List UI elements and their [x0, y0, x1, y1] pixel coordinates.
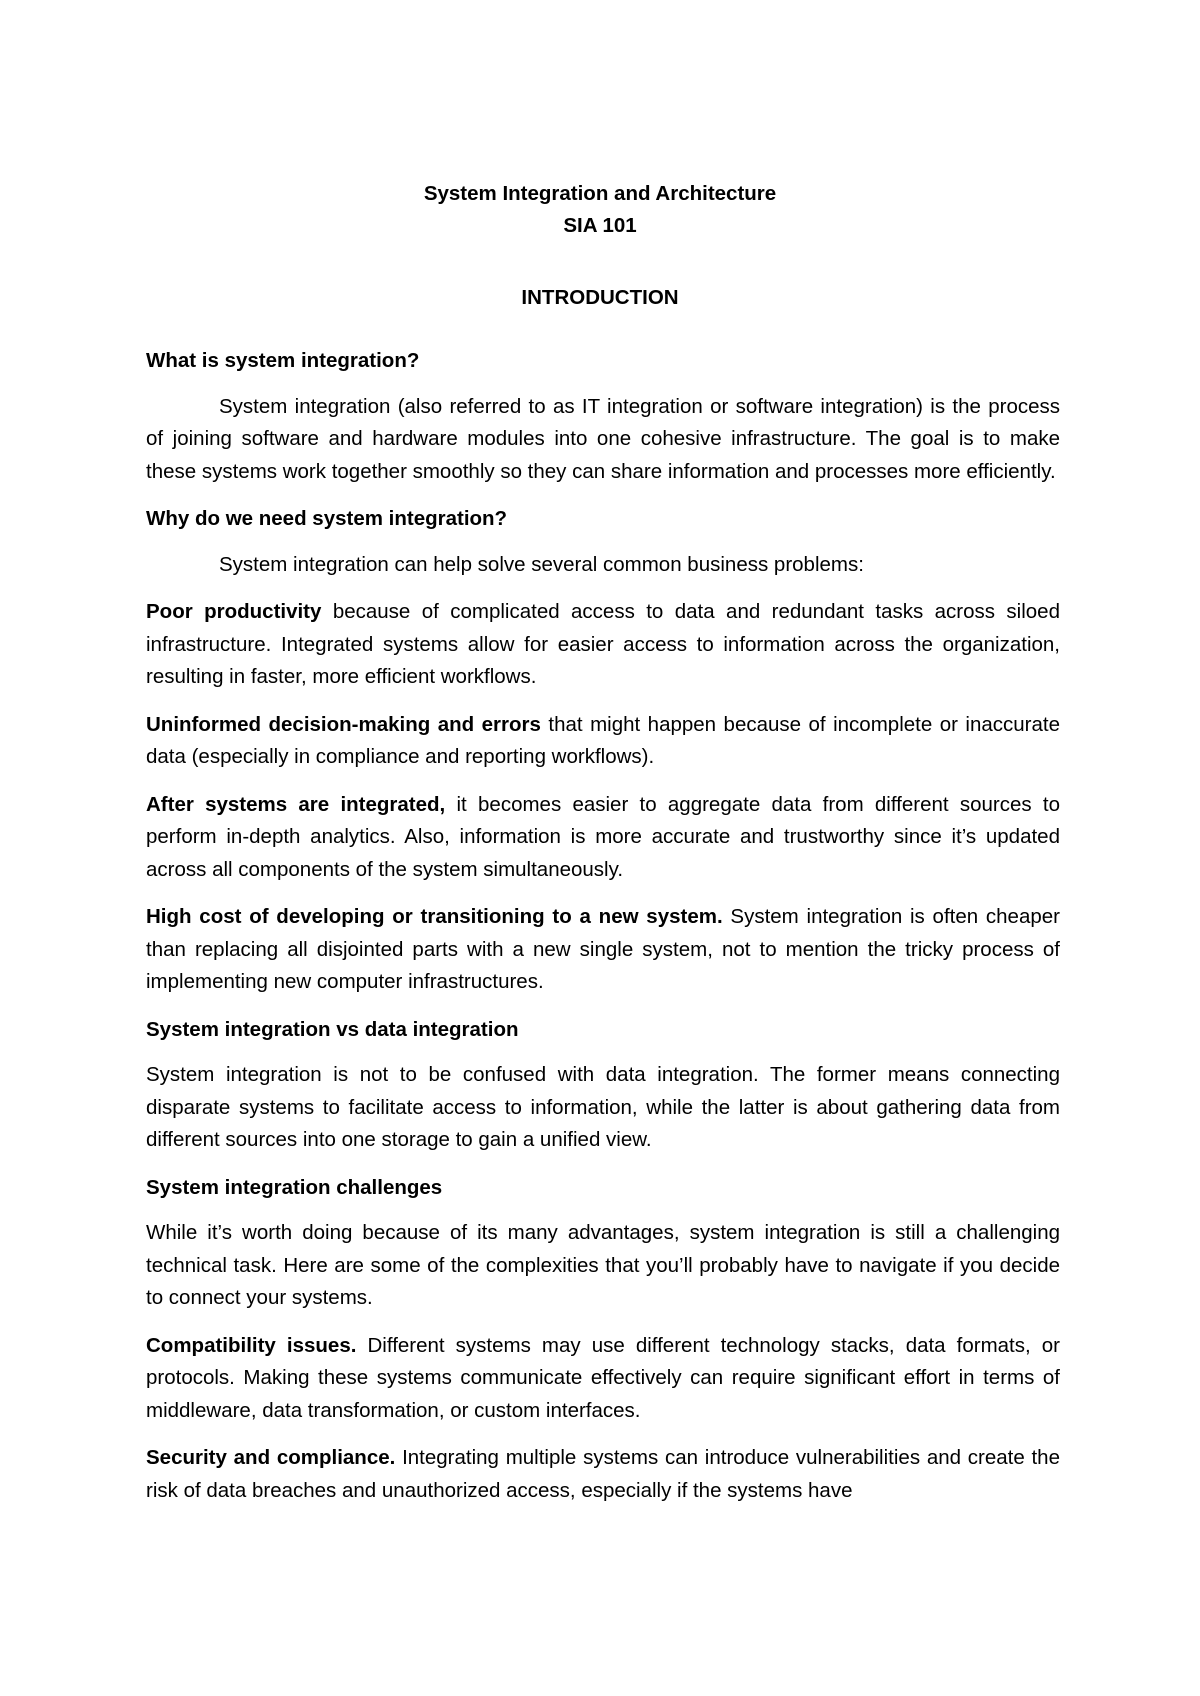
body-text: Different systems may use different technology stacks, data formats, or protocols. Making these systems communicate effectively can require significant effort in terms of middleware, data transformation, or custom interfaces.: [146, 1333, 1060, 1422]
document-title: System Integration and Architecture: [423, 182, 777, 205]
paragraph-system-vs-data-integration: System integration is not to be confused with data integration. The former means connecting disparate systems to facilitate access to information, while the latter is about gathering data from different sources into one storage to gain a unified view.: [146, 1063, 1060, 1151]
course-code: SIA 101: [563, 214, 637, 237]
paragraph-after-systems-integrated: [146, 789, 1060, 887]
lead-text: Poor productivity: [146, 600, 322, 623]
heading-system-vs-data-integration: System integration vs data integration: [146, 1017, 519, 1041]
section-heading-introduction: INTRODUCTION: [521, 286, 679, 309]
body-text: because of complicated access to data and redundant tasks across siloed infrastructure. Integrated systems allow for easier access to information across the organization, resulting in faster, more efficient workflows.: [146, 600, 1060, 688]
paragraph-security-and-compliance: [146, 1442, 1060, 1507]
lead-text: High cost of developing or transitioning to a new system.: [146, 905, 723, 928]
paragraph-what-is-system-integration: System integration (also referred to as IT integration or software integration) is the process of joining software and hardware modules into one cohesive infrastructure. The goal is to make these systems work together smoothly so they can share information and processes more efficiently.: [146, 394, 1060, 483]
lead-text: Compatibility issues.: [146, 1333, 357, 1357]
heading-what-is-system-integration: What is system integration?: [146, 349, 420, 372]
body-text: it becomes easier to aggregate data from different sources to perform in-depth analytics. Also, information is more accurate and trustworthy since it’s updated across all components of the system simultaneously.: [146, 792, 1060, 881]
paragraph-why-intro: System integration can help solve several common business problems:: [219, 552, 864, 576]
paragraph-challenges-intro: While it’s worth doing because of its many advantages, system integration is still a challenging technical task. Here are some of the complexities that you’ll probably have to navigate if you decide to connect your systems.: [146, 1221, 1060, 1309]
body-text: that might happen because of incomplete or inaccurate data (especially in compliance and reporting workflows).: [146, 712, 1061, 768]
lead-text: Security and compliance.: [146, 1446, 396, 1469]
paragraph-compatibility-issues: [146, 1330, 1060, 1428]
document-body: [146, 345, 1060, 1522]
paragraph-high-cost: [146, 901, 1060, 999]
body-text: System integration is often cheaper than replacing all disjointed parts with a new single system, not to mention the tricky process of implementing new computer infrastructures.: [146, 905, 1060, 993]
lead-text: Uninformed decision-making and errors: [146, 712, 541, 736]
lead-text: After systems are integrated,: [146, 792, 446, 816]
heading-system-integration-challenges: System integration challenges: [146, 1175, 443, 1199]
title-block: [0, 178, 1200, 242]
paragraph-poor-productivity: [146, 596, 1060, 694]
paragraph-uninformed-decision-making: [146, 709, 1060, 774]
body-text: Integrating multiple systems can introduce vulnerabilities and create the risk of data breaches and unauthorized access, especially if the systems have: [146, 1446, 1060, 1502]
heading-why-system-integration: Why do we need system integration?: [146, 507, 508, 530]
